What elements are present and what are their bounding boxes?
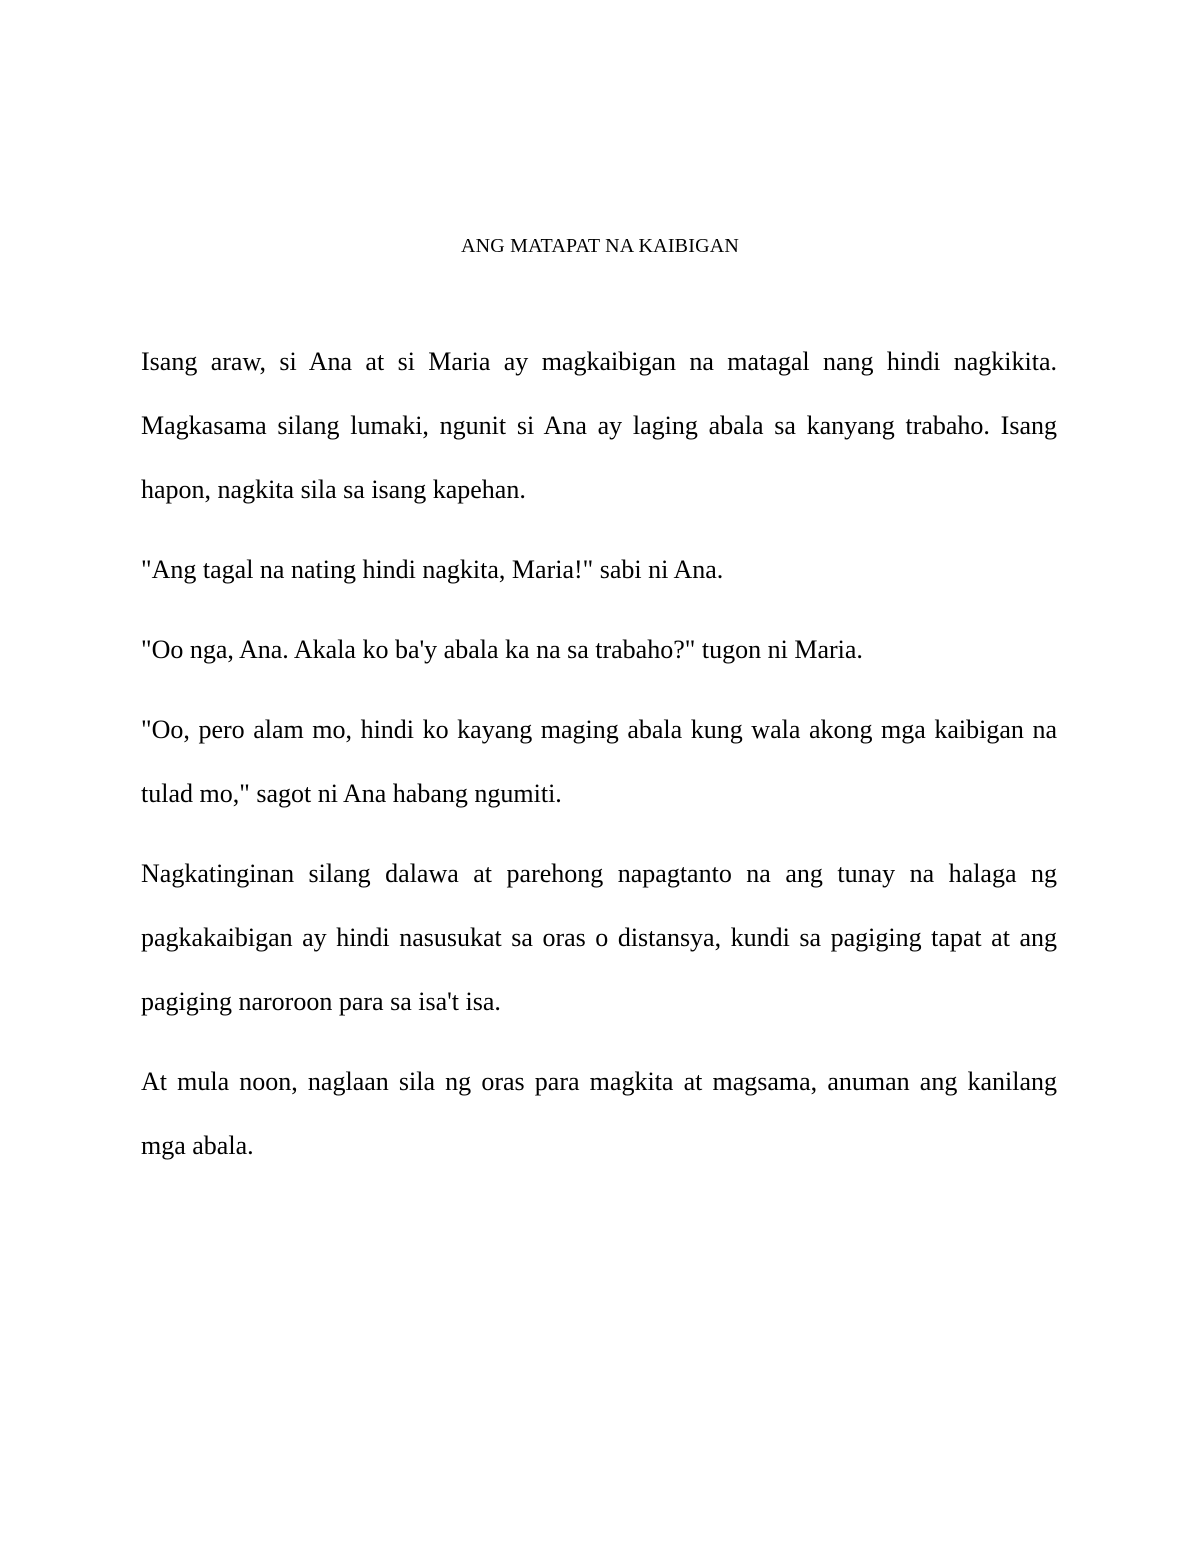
- paragraph-4: "Oo, pero alam mo, hindi ko kayang maging abala kung wala akong mga kaibigan na tulad mo," sagot ni Ana habang ngumiti.: [141, 715, 1057, 808]
- paragraph-2: "Ang tagal na nating hindi nagkita, Maria!" sabi ni Ana.: [141, 555, 724, 584]
- paragraph-1: Isang araw, si Ana at si Maria ay magkaibigan na matagal nang hindi nagkikita. Magkasama silang lumaki, ngunit si Ana ay laging abala sa kanyang trabaho. Isang hapon, nagkita sila sa isang kapehan.: [141, 347, 1057, 504]
- paragraph-3: "Oo nga, Ana. Akala ko ba'y abala ka na sa trabaho?" tugon ni Maria.: [141, 635, 863, 664]
- paragraph-6: At mula noon, naglaan sila ng oras para magkita at magsama, anuman ang kanilang mga abala.: [141, 1067, 1057, 1160]
- paragraph-5: Nagkatinginan silang dalawa at parehong napagtanto na ang tunay na halaga ng pagkakaibigan ay hindi nasusukat sa oras o distansya, kundi sa pagiging tapat at ang pagiging naroroon para sa isa't isa.: [141, 859, 1057, 1016]
- document-body: [141, 330, 1057, 1178]
- document-title: ANG MATAPAT NA KAIBIGAN: [460, 235, 740, 257]
